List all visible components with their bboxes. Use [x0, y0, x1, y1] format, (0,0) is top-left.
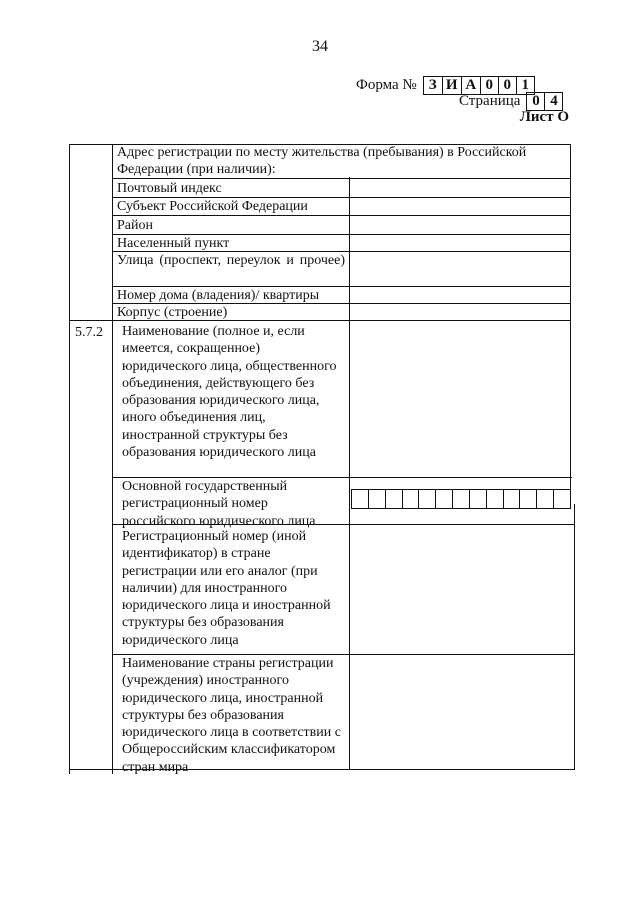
ogrn-cell[interactable]: [537, 490, 554, 508]
page-code-cell: 0: [527, 93, 545, 110]
section-number: 5.7.2: [75, 325, 103, 340]
ogrn-cell[interactable]: [352, 490, 369, 508]
form-code-cell: З: [424, 77, 443, 94]
page-number: 34: [312, 38, 328, 55]
page-code-label: Страница: [459, 92, 521, 109]
page-code-boxes: [526, 92, 563, 111]
table-border-left: [69, 144, 70, 774]
ogrn-cell[interactable]: [504, 490, 521, 508]
legal-entity-country: Наименование страны регистрации (учреждения) иностранного юридического лица, иностранной структуры без образования юридического лица в соответствии с Общероссийским классификатором стран мира: [122, 656, 341, 775]
ogrn-cell[interactable]: [386, 490, 403, 508]
page-code-cell: 4: [550, 92, 558, 109]
address-heading: Адрес регистрации по месту жительства (пребывания) в Российской Федерации (при наличии):: [117, 145, 527, 178]
address-field-locality: Населенный пункт: [117, 236, 230, 251]
ogrn-cell[interactable]: [487, 490, 504, 508]
table-border-right-lower: [574, 504, 575, 769]
legal-entity-foreign-reg-number: Регистрационный номер (иной идентификатор) в стране регистрации или его аналог (при наличии) для иностранного юридического лица и иностранной структуры без образования юридического лица: [122, 529, 331, 648]
address-field-district: Район: [117, 218, 153, 233]
ogrn-cell[interactable]: [403, 490, 420, 508]
sheet-label: Лист О: [519, 109, 569, 125]
table-border-right: [570, 144, 571, 504]
address-field-house: Номер дома (владения)/ квартиры: [117, 288, 320, 303]
legal-entity-name: Наименование (полное и, если имеется, сокращенное) юридического лица, общественного объединения, действующего без образования юридического лица, иного объединения лиц, иностранной структуры без образования юридического лица: [122, 324, 337, 461]
table-col-number: [112, 144, 113, 774]
ogrn-cell[interactable]: [436, 490, 453, 508]
ogrn-cell[interactable]: [520, 490, 537, 508]
form-code-cell: 1: [521, 76, 529, 93]
form-code-cell: 0: [481, 77, 499, 94]
ogrn-cell[interactable]: [369, 490, 386, 508]
ogrn-cell[interactable]: [453, 490, 470, 508]
ogrn-cell[interactable]: [554, 490, 570, 508]
form-code-cell: И: [443, 77, 462, 94]
address-field-building: Корпус (строение): [117, 305, 228, 320]
form-table: [69, 144, 571, 774]
form-number-label: Форма №: [356, 76, 417, 93]
legal-entity-ogrn-label: Основной государственный регистрационный номер российского юридического лица: [122, 479, 316, 529]
ogrn-cell[interactable]: [419, 490, 436, 508]
ogrn-cell[interactable]: [470, 490, 487, 508]
ogrn-input-cells[interactable]: [351, 489, 571, 509]
address-field-region: Субъект Российской Федерации: [117, 199, 308, 214]
form-code-cell: 0: [499, 77, 517, 94]
page-code-row: [459, 92, 563, 110]
address-field-postal: Почтовый индекс: [117, 181, 222, 196]
form-code-cell: А: [462, 77, 481, 94]
table-col-value: [349, 177, 350, 769]
address-field-street: Улица (проспект, переулок и прочее): [117, 253, 345, 268]
